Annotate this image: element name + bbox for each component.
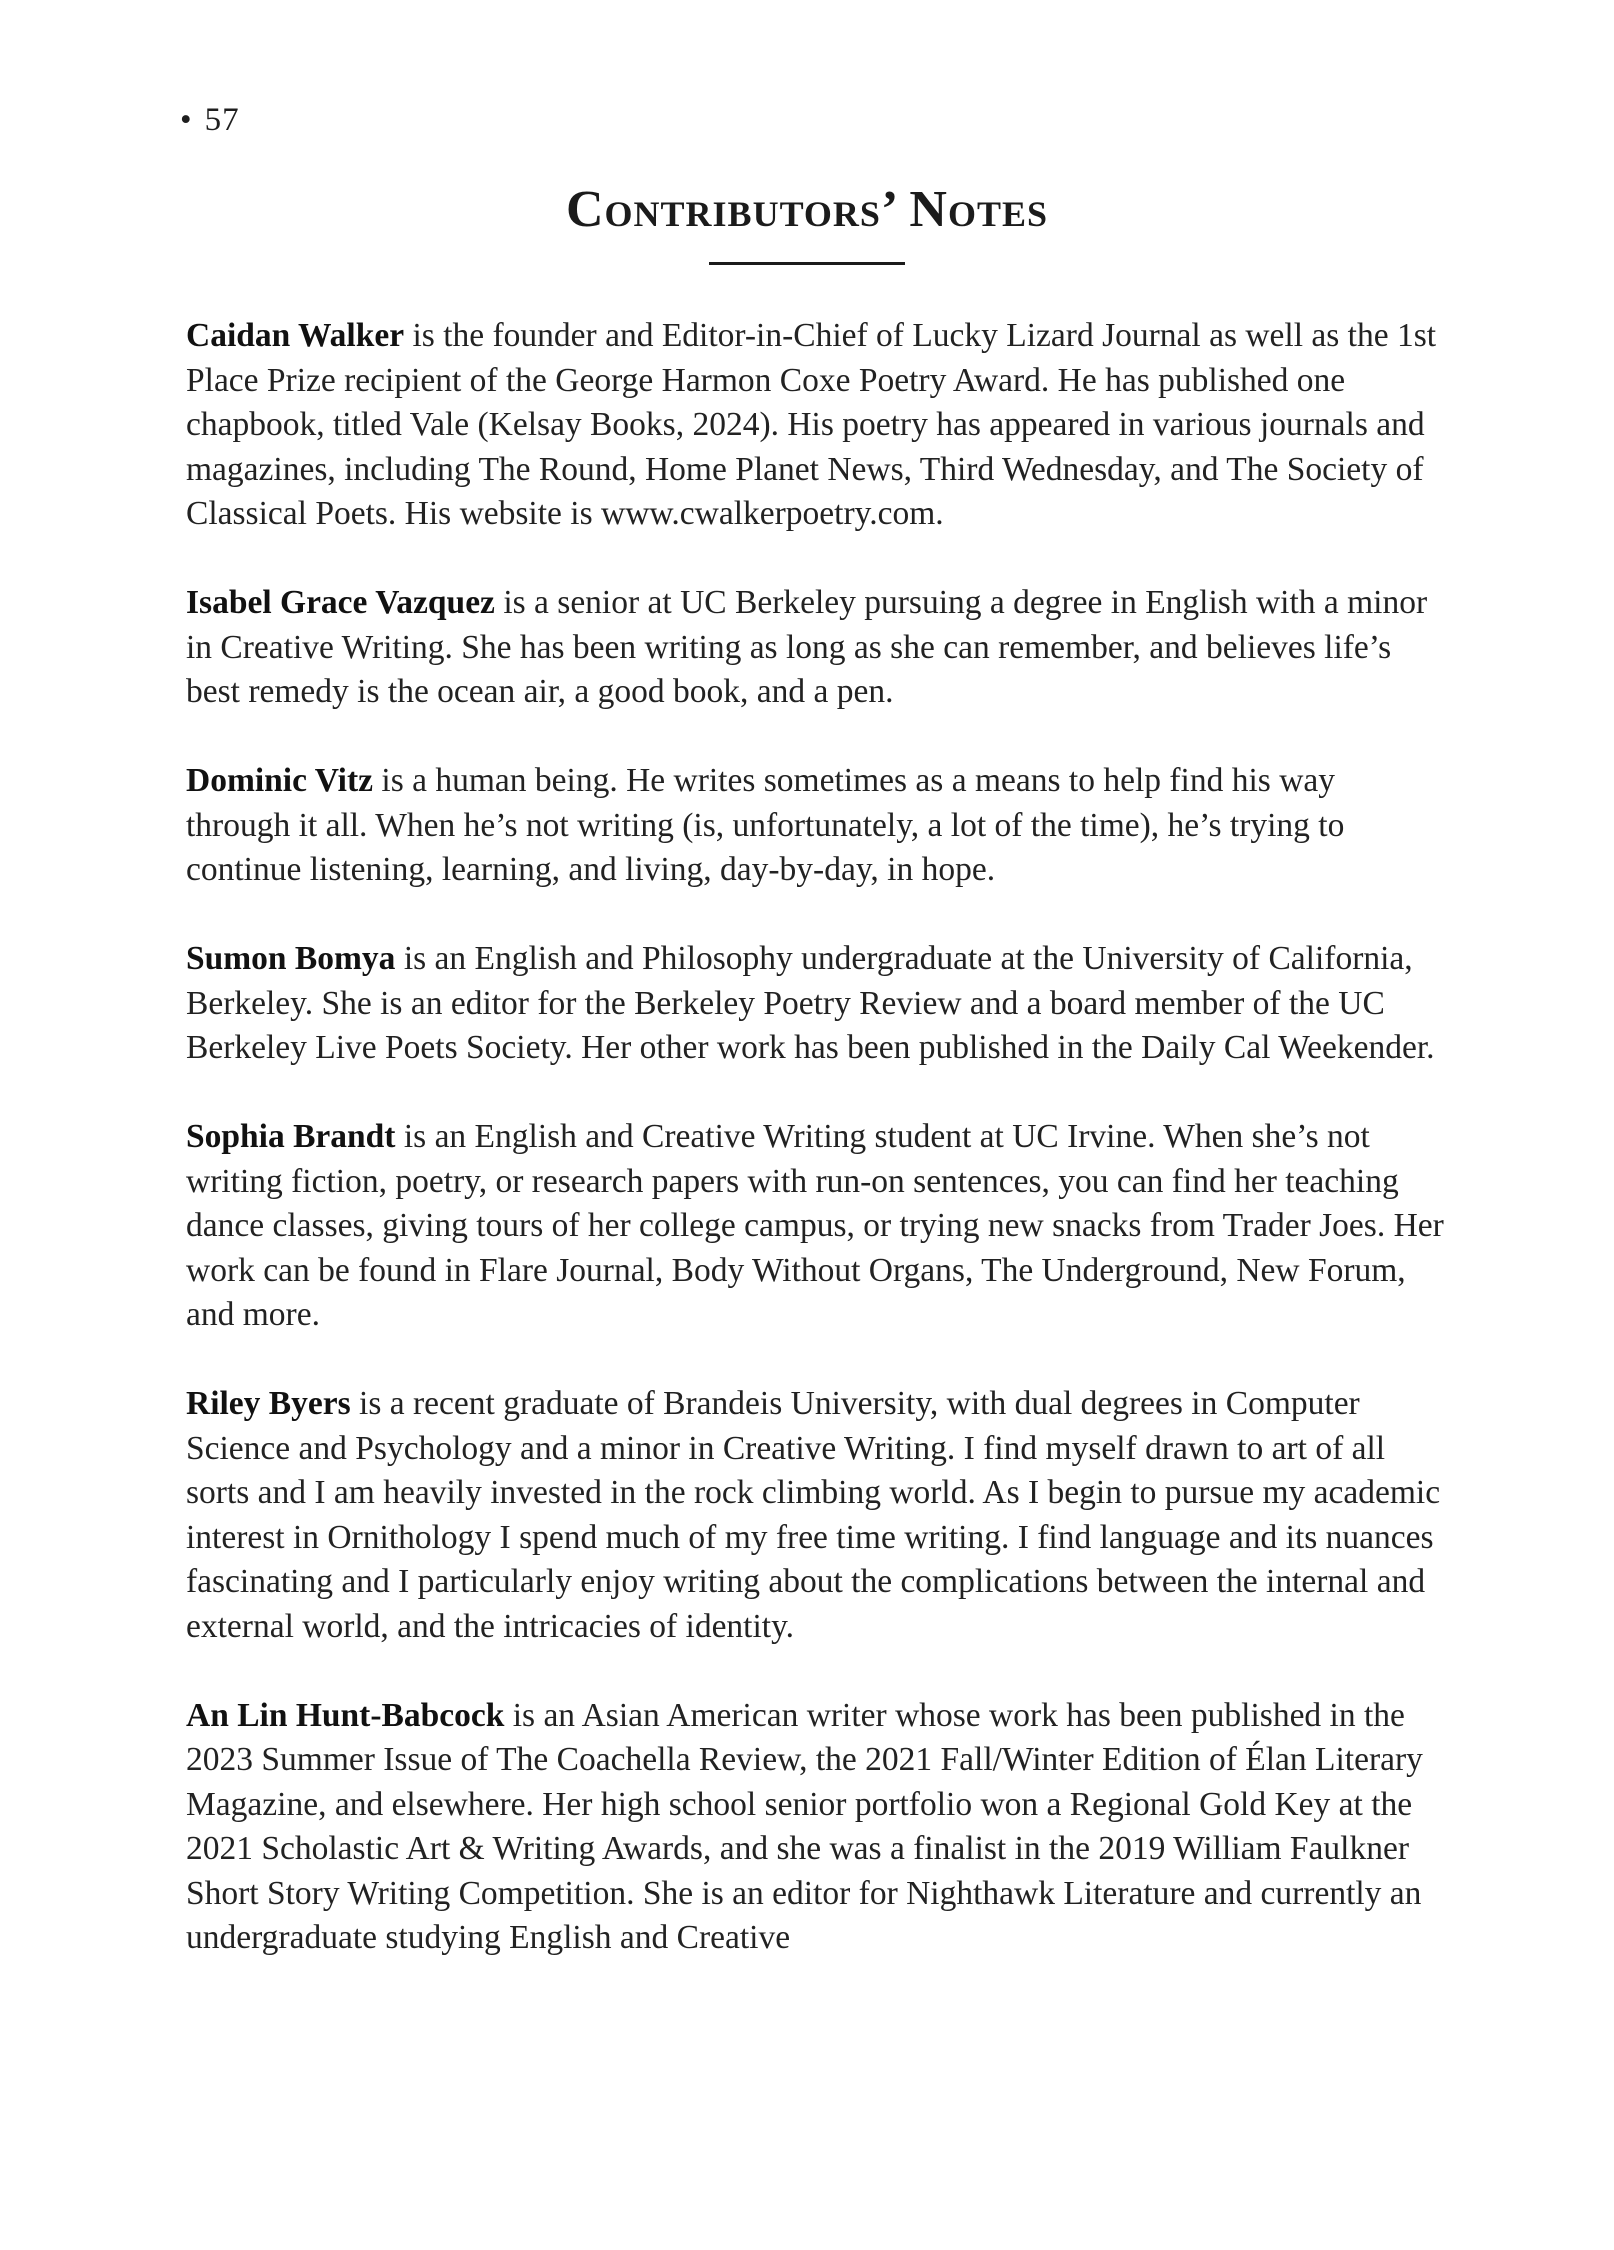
page-title: Contributors’ Notes xyxy=(565,181,1049,238)
contributor-name: Isabel Grace Vazquez xyxy=(186,584,495,621)
contributor-bio: is the founder and Editor-in-Chief of Lucky Lizard Journal as well as the 1st Place Prize recipient of the George Harmon Coxe Poetry Award. He has published one chapbook, titled Vale (Kelsay Books, 2024). His poetry has appeared in various journals and magazines, including The Round, Home Planet News, Third Wednesday, and The Society of Classical Poets. His website is www.cwalkerpoetry.com. xyxy=(186,317,1437,532)
contributor-name: Riley Byers xyxy=(186,1385,351,1422)
contributor-bio: is a recent graduate of Brandeis University, with dual degrees in Computer Science and Psychology and a minor in Creative Writing. I find myself drawn to art of all sorts and I am heavily invested in the rock climbing world. As I begin to pursue my academic interest in Ornithology I spend much of my free time writing. I find language and its nuances fascinating and I particularly enjoy writing about the complications between the internal and external world, and the intricacies of identity. xyxy=(186,1385,1441,1645)
contributor-name: An Lin Hunt-Babcock xyxy=(186,1696,505,1734)
contributor-note xyxy=(186,1115,1446,1338)
contributor-note xyxy=(186,1694,1446,1961)
title-underline-rule xyxy=(709,262,905,265)
contributor-name: Sophia Brandt xyxy=(186,1118,396,1155)
contributor-note xyxy=(186,937,1446,1071)
page-number xyxy=(180,100,240,140)
contributor-bio: is an Asian American writer whose work has been published in the 2023 Summer Issue of The Coachella Review, the 2021 Fall/Winter Edition of Élan Literary Magazine, and elsewhere. Her high school senior portfolio won a Regional Gold Key at the 2021 Scholastic Art & Writing Awards, and she was a finalist in the 2019 William Faulkner Short Story Writing Competition. She is an editor for Nighthawk Literature and currently an undergraduate studying English and Creative xyxy=(186,1696,1423,1956)
title-block xyxy=(0,178,1614,265)
contributor-bio: is an English and Philosophy undergraduate at the University of California, Berkeley. She is an editor for the Berkeley Poetry Review and a board member of the UC Berkeley Live Poets Society. Her other work has been published in the Daily Cal Weekender. xyxy=(186,940,1435,1066)
contributor-bio: is a human being. He writes sometimes as a means to help find his way through it all. When he’s not writing (is, unfortunately, a lot of the time), he’s trying to continue listening, learning, and living, day-by-day, in hope. xyxy=(186,762,1345,888)
contributor-note xyxy=(186,581,1446,715)
contributor-note xyxy=(186,759,1446,893)
page-number-value: 57 xyxy=(204,102,240,138)
contributor-name: Sumon Bomya xyxy=(186,940,396,977)
contributor-notes-list xyxy=(186,314,1446,2005)
contributor-note xyxy=(186,314,1446,537)
contributor-bio: is an English and Creative Writing student at UC Irvine. When she’s not writing fiction, poetry, or research papers with run-on sentences, you can find her teaching dance classes, giving tours of her college campus, or trying new snacks from Trader Joes. Her work can be found in Flare Journal, Body Without Organs, The Underground, New Forum, and more. xyxy=(186,1118,1444,1333)
contributor-bio: is a senior at UC Berkeley pursuing a degree in English with a minor in Creative Writing. She has been writing as long as she can remember, and believes life’s best remedy is the ocean air, a good book, and a pen. xyxy=(186,584,1428,710)
page-number-bullet: • xyxy=(180,102,193,138)
contributor-name: Dominic Vitz xyxy=(186,762,374,799)
contributor-name: Caidan Walker xyxy=(186,317,405,354)
contributor-note xyxy=(186,1382,1446,1649)
